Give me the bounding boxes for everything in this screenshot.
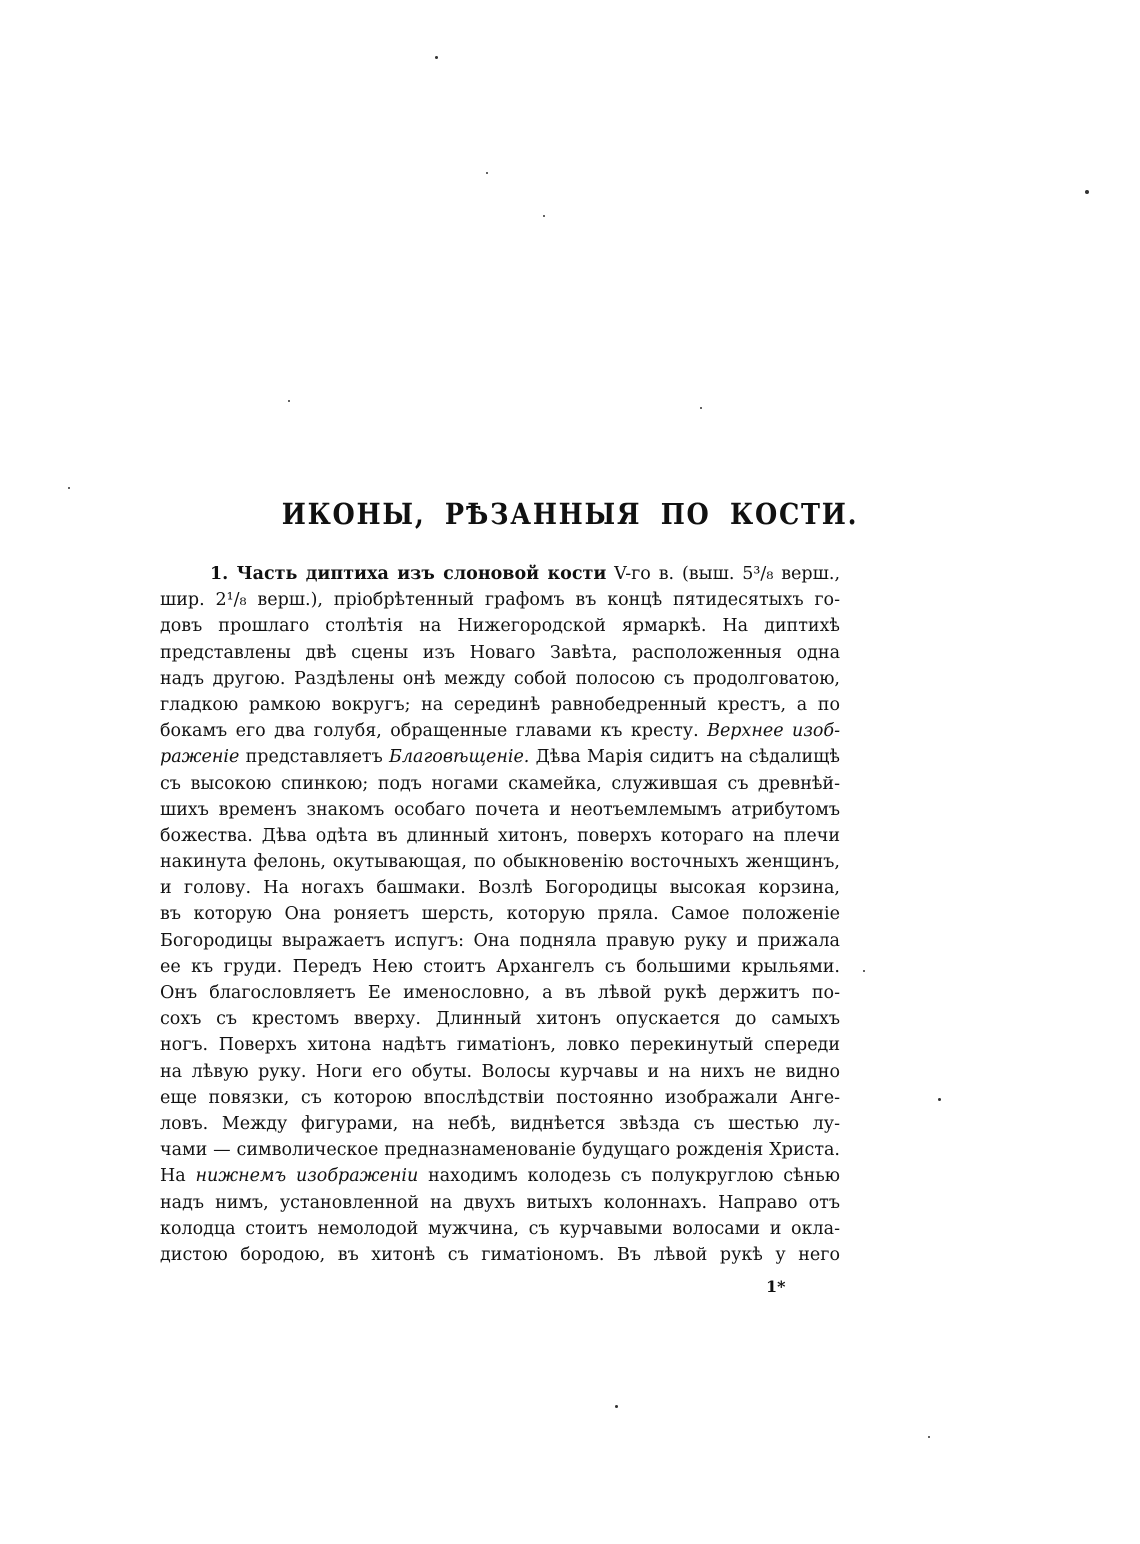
- text-line: [160, 901, 840, 927]
- italic-text: Верхнее изоб-: [707, 721, 840, 742]
- text-line: [160, 875, 840, 901]
- text-line: [160, 1242, 840, 1268]
- scan-speck: [68, 487, 70, 489]
- text-span: V-го в. (выш. 5³/₈ верш.,: [606, 564, 841, 584]
- text-span: надъ другою. Раздѣлены онѣ между собой полосою съ продолговатою,: [160, 668, 840, 689]
- text-line: [160, 771, 840, 797]
- scan-speck: [938, 1098, 941, 1101]
- text-span: шир. 2¹/₈ верш.), пріобрѣтенный графомъ въ концѣ пятидесятыхъ го-: [160, 590, 840, 611]
- text-span: На: [160, 1166, 196, 1187]
- text-line: [160, 613, 840, 639]
- text-line: [160, 928, 840, 954]
- scan-speck: [700, 407, 702, 409]
- text-line: [160, 1006, 840, 1032]
- text-span: Богородицы выражаетъ испугъ: Она подняла правую руку и прижала: [160, 930, 840, 951]
- text-span: гладкою рамкою вокругъ; на серединѣ равнобедренный крестъ, а по: [160, 694, 840, 715]
- text-span: чами — символическое предназнаменованіе будущаго рожденія Христа.: [160, 1140, 840, 1161]
- bold-text: 1. Часть диптиха изъ слоновой кости: [210, 564, 607, 584]
- text-span: находимъ колодезь съ полукруглою сѣнью: [418, 1166, 841, 1187]
- text-line: [160, 744, 840, 770]
- text-span: въ которую Она роняетъ шерсть, которую пряла. Самое положеніе: [160, 904, 840, 925]
- text-span: еще повязки, съ которою впослѣдствіи постоянно изображали Анге-: [160, 1087, 840, 1108]
- text-line: [160, 1216, 840, 1242]
- italic-text: нижнемъ изображеніи: [195, 1166, 419, 1187]
- body-paragraph: [160, 561, 840, 1268]
- text-span: дистою бородою, въ хитонѣ съ гиматіономъ. Въ лѣвой рукѣ у него: [160, 1244, 840, 1265]
- scan-speck: [1085, 190, 1089, 194]
- text-line: [160, 1163, 840, 1189]
- text-line: [160, 587, 840, 613]
- text-span: бокамъ его два голубя, обращенные главами къ кресту.: [160, 721, 708, 742]
- text-span: колодца стоитъ немолодой мужчина, съ курчавыми волосами и окла-: [160, 1218, 840, 1239]
- text-line: [160, 797, 840, 823]
- text-line: [160, 666, 840, 692]
- text-span: надъ нимъ, установленной на двухъ витыхъ колоннахъ. Направо отъ: [160, 1192, 840, 1213]
- scan-speck: [288, 400, 290, 402]
- scan-speck: [928, 1436, 930, 1438]
- scan-speck: [486, 172, 488, 174]
- text-line: [160, 561, 840, 587]
- italic-text: Благовѣщеніе.: [389, 747, 530, 768]
- text-span: на лѣвую руку. Ноги его обуты. Волосы курчавы и на нихъ не видно: [160, 1061, 840, 1082]
- text-span: накинута фелонь, окутывающая, по обыкновенію восточныхъ женщинъ,: [160, 852, 840, 873]
- text-line: [160, 980, 840, 1006]
- text-span: ногъ. Поверхъ хитона надѣтъ гиматіонъ, ловко перекинутый спереди: [160, 1035, 840, 1056]
- text-span: Онъ благословляетъ Ее именословно, а въ лѣвой рукѣ держитъ по-: [160, 983, 840, 1003]
- text-span: Дѣва Марія сидитъ на сѣдалищѣ: [529, 747, 840, 768]
- text-line: [160, 823, 840, 849]
- italic-text: раженіе: [160, 747, 240, 768]
- text-line: [160, 954, 840, 980]
- text-span: сохъ съ крестомъ вверху. Длинный хитонъ опускается до самыхъ: [160, 1009, 840, 1030]
- text-span: ее къ груди. Передъ Нею стоитъ Архангелъ съ большими крыльями.: [160, 956, 840, 977]
- text-line: [160, 1059, 840, 1085]
- text-line: [160, 640, 840, 666]
- text-line: [160, 1190, 840, 1216]
- text-line: [160, 718, 840, 744]
- text-span: ловъ. Между фигурами, на небѣ, виднѣется звѣзда съ шестью лу-: [160, 1113, 840, 1134]
- text-span: представляетъ: [239, 747, 390, 768]
- text-span: довъ прошлаго столѣтія на Нижегородской ярмаркѣ. На диптихѣ: [160, 616, 840, 637]
- scan-speck: [863, 970, 865, 972]
- page-number: 1*: [766, 1277, 786, 1296]
- text-span: и голову. На ногахъ башмаки. Возлѣ Богородицы высокая корзина,: [160, 878, 840, 899]
- text-line: [160, 1137, 840, 1163]
- text-line: [160, 1111, 840, 1137]
- page-title: ИКОНЫ, РѢЗАННЫЯ ПО КОСТИ.: [281, 497, 859, 531]
- text-span: съ высокою спинкою; подъ ногами скамейка, служившая съ древнѣй-: [160, 773, 840, 794]
- scan-speck: [543, 215, 545, 217]
- scan-speck: [615, 1405, 618, 1408]
- text-line: [160, 692, 840, 718]
- text-span: шихъ временъ знакомъ особаго почета и неотъемлемымъ атрибутомъ: [160, 799, 840, 820]
- text-span: представлены двѣ сцены изъ Новаго Завѣта, расположенныя одна: [160, 642, 840, 663]
- scan-speck: [435, 56, 438, 59]
- text-line: [160, 1085, 840, 1111]
- text-line: [160, 1032, 840, 1058]
- text-span: божества. Дѣва одѣта въ длинный хитонъ, поверхъ котораго на плечи: [160, 825, 840, 846]
- text-line: [160, 849, 840, 875]
